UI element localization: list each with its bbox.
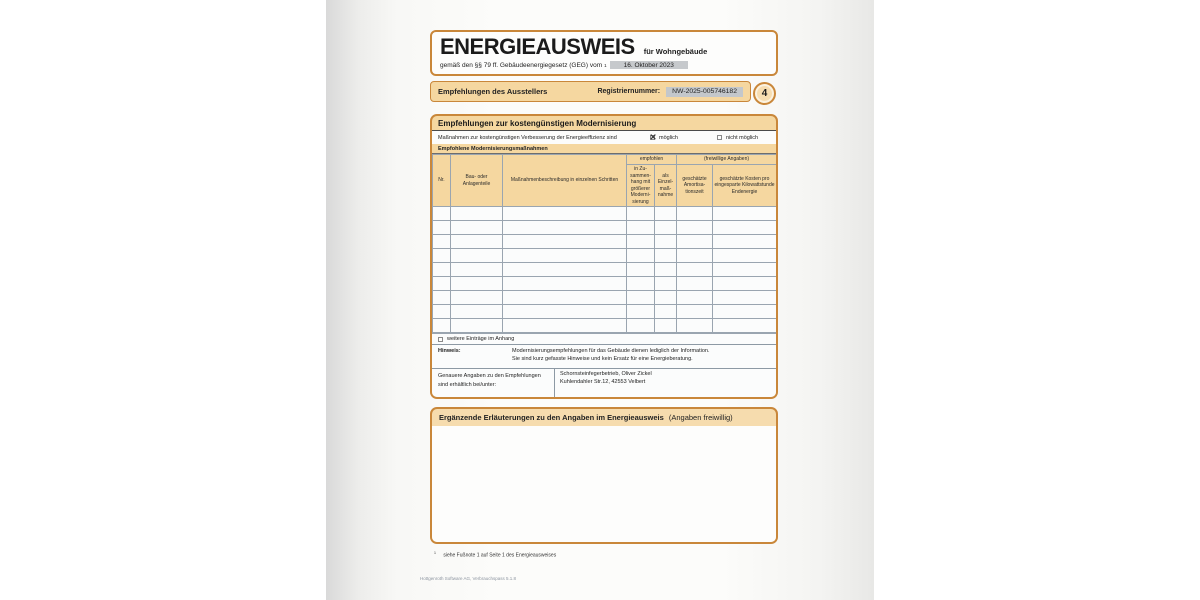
empty-cell <box>503 249 627 263</box>
empty-cell <box>713 277 777 291</box>
document-title: ENERGIEAUSWEIS <box>440 34 635 59</box>
empty-cell <box>655 235 677 249</box>
empty-cell <box>433 235 451 249</box>
note-lines <box>512 348 710 365</box>
empty-cell <box>433 249 451 263</box>
empty-cell <box>677 277 713 291</box>
empty-cell <box>713 291 777 305</box>
details-value-cell <box>554 369 776 397</box>
empty-rows-body <box>433 207 777 333</box>
empty-cell <box>713 235 777 249</box>
modernization-box <box>430 114 778 399</box>
empty-row <box>433 277 777 291</box>
empty-cell <box>503 277 627 291</box>
empty-cell <box>451 249 503 263</box>
empty-cell <box>503 319 627 333</box>
supplement-header-normal: (Angaben freiwillig) <box>668 413 733 422</box>
empty-row <box>433 235 777 249</box>
empty-cell <box>451 291 503 305</box>
empty-row <box>433 249 777 263</box>
empty-cell <box>451 221 503 235</box>
modernization-table <box>432 154 777 333</box>
checkbox-more-entries-empty-icon <box>438 337 443 342</box>
empty-cell <box>677 207 713 221</box>
empty-cell <box>627 319 655 333</box>
title-box <box>430 30 778 76</box>
col-header-description: Maßnahmenbeschreibung in einzelnen Schritten <box>503 155 627 207</box>
note-line-2: Sie sind kurz gefasste Hinweise und kein Ersatz für eine Energieberatung. <box>512 356 693 362</box>
col-header-cost: geschätzte Kosten pro eingesparte Kilowattstunde Endenergie <box>713 165 777 207</box>
option-not-possible-label: nicht möglich <box>726 134 759 141</box>
empty-cell <box>655 291 677 305</box>
empty-cell <box>677 291 713 305</box>
empty-cell <box>627 291 655 305</box>
empty-cell <box>451 263 503 277</box>
empty-cell <box>655 263 677 277</box>
issuer-bar <box>430 81 751 102</box>
empty-row <box>433 221 777 235</box>
supplement-empty-area <box>432 426 776 542</box>
empty-row <box>433 305 777 319</box>
print-footer: Hottgenroth Software AG, Verbrauchspass 5.1.8 <box>420 576 517 581</box>
empty-cell <box>677 249 713 263</box>
empty-row <box>433 319 777 333</box>
option-not-possible <box>717 131 758 144</box>
registry-label: Registriernummer: <box>597 88 661 95</box>
document-subtitle: gemäß den §§ 79 ff. Gebäudeenergiegesetz (GEG) vom <box>440 61 603 69</box>
document-content <box>430 0 778 559</box>
option-possible-label: möglich <box>659 134 678 141</box>
empty-cell <box>627 305 655 319</box>
statement-row <box>432 131 776 144</box>
empty-cell <box>627 277 655 291</box>
empty-cell <box>627 263 655 277</box>
empty-cell <box>627 207 655 221</box>
empty-cell <box>713 249 777 263</box>
more-entries-row <box>432 333 776 344</box>
empty-cell <box>433 277 451 291</box>
empty-cell <box>503 263 627 277</box>
col-header-nr: Nr. <box>433 155 451 207</box>
statement-text: Maßnahmen zur kostengünstigen Verbesserung der Energieeffizienz sind <box>438 134 617 141</box>
empty-cell <box>503 207 627 221</box>
empty-cell <box>677 221 713 235</box>
empty-cell <box>503 221 627 235</box>
subtitle-footnote-marker: 1 <box>604 62 607 68</box>
details-value-line-2: Kuhlendahler Str.12, 42553 Velbert <box>560 378 646 385</box>
details-row <box>432 368 776 397</box>
empty-cell <box>677 235 713 249</box>
empty-row <box>433 263 777 277</box>
registry-value: NW-2025-005746182 <box>666 87 743 97</box>
note-label: Hinweis: <box>438 348 461 354</box>
empty-cell <box>433 263 451 277</box>
empty-cell <box>677 263 713 277</box>
empty-cell <box>503 235 627 249</box>
empty-cell <box>433 319 451 333</box>
col-group-recommended: empfohlen <box>627 155 677 165</box>
empty-cell <box>655 305 677 319</box>
empty-cell <box>627 249 655 263</box>
empty-cell <box>627 221 655 235</box>
empty-cell <box>713 305 777 319</box>
empty-cell <box>451 319 503 333</box>
col-header-part: Bau- oder Anlagenteile <box>451 155 503 207</box>
empty-cell <box>655 207 677 221</box>
recommended-measures-subheader: Empfohlene Modernisierungsmaßnahmen <box>432 144 776 154</box>
details-label-line-1: Genauere Angaben zu den Empfehlungen <box>438 373 541 379</box>
empty-cell <box>433 305 451 319</box>
details-label-line-2: sind erhältlich bei/unter: <box>438 382 497 388</box>
empty-cell <box>655 249 677 263</box>
col-group-voluntary: (freiwillige Angaben) <box>677 155 777 165</box>
footnote-text: siehe Fußnote 1 auf Seite 1 des Energieausweises <box>443 552 557 559</box>
empty-cell <box>713 207 777 221</box>
supplement-box <box>430 407 778 544</box>
empty-cell <box>451 207 503 221</box>
empty-cell <box>655 277 677 291</box>
empty-cell <box>713 263 777 277</box>
empty-cell <box>655 221 677 235</box>
option-possible <box>650 131 678 144</box>
document-title-suffix: für Wohngebäude <box>643 47 708 56</box>
empty-cell <box>627 235 655 249</box>
note-row <box>432 344 776 368</box>
supplement-header-bold: Ergänzende Erläuterungen zu den Angaben im Energieausweis <box>439 413 664 422</box>
checkbox-possible-checked-icon <box>649 132 657 142</box>
empty-cell <box>677 319 713 333</box>
more-entries-label: weitere Einträge im Anhang <box>447 336 515 342</box>
registry-group <box>597 87 743 97</box>
footnote <box>430 551 778 559</box>
empty-cell <box>451 235 503 249</box>
empty-cell <box>655 319 677 333</box>
issuer-bar-title: Empfehlungen des Ausstellers <box>438 87 548 96</box>
empty-cell <box>713 319 777 333</box>
empty-cell <box>503 305 627 319</box>
empty-cell <box>677 305 713 319</box>
empty-cell <box>433 221 451 235</box>
checkbox-not-possible-empty-icon <box>717 135 722 140</box>
page-number-badge: 4 <box>753 82 776 105</box>
empty-cell <box>451 305 503 319</box>
footnote-marker: 1 <box>434 551 436 555</box>
empty-row <box>433 207 777 221</box>
x-mark-icon: ✕ <box>649 132 657 142</box>
col-header-amortization: geschätzte Amortisa- tionszeit <box>677 165 713 207</box>
empty-row <box>433 291 777 305</box>
col-header-single: als Einzel- maß- nahme <box>655 165 677 207</box>
empty-cell <box>451 277 503 291</box>
empty-cell <box>713 221 777 235</box>
details-label-cell <box>432 369 554 397</box>
supplement-header <box>432 409 776 426</box>
empty-cell <box>433 207 451 221</box>
modernization-header: Empfehlungen zur kostengünstigen Modernisierung <box>432 116 776 131</box>
empty-cell <box>503 291 627 305</box>
empty-cell <box>433 291 451 305</box>
details-value-line-1: Schornsteinfegerbetrieb, Oliver Zickel <box>560 371 652 377</box>
col-header-context: in Zu- sammen- hang mit größerer Moderni- sierung <box>627 165 655 207</box>
issue-date-highlight: 16. Oktober 2023 <box>610 61 688 69</box>
note-line-1: Modernisierungsempfehlungen für das Gebäude dienen lediglich der Information. <box>512 348 710 354</box>
